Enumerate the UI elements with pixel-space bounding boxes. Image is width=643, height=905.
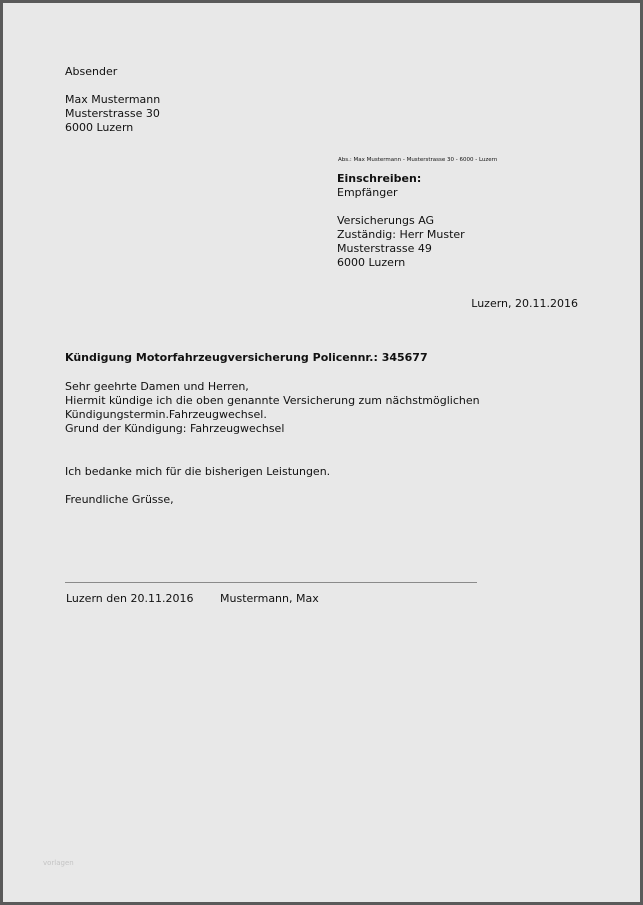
closing-line: Freundliche Grüsse, xyxy=(65,493,174,506)
sender-city: 6000 Luzern xyxy=(65,121,134,134)
recipient-contact: Zuständig: Herr Muster xyxy=(337,228,465,241)
signature-place-date: Luzern den 20.11.2016 xyxy=(66,592,194,605)
recipient-city: 6000 Luzern xyxy=(337,256,406,269)
sender-street: Musterstrasse 30 xyxy=(65,107,160,120)
signature-rule xyxy=(65,582,477,583)
return-address-line: Abs.: Max Mustermann - Musterstrasse 30 - 6000 - Luzern xyxy=(338,157,498,163)
thanks-line: Ich bedanke mich für die bisherigen Leistungen. xyxy=(65,465,331,478)
recipient-label: Empfänger xyxy=(337,186,398,199)
registered-mail-label: Einschreiben: xyxy=(337,172,422,185)
sender-block xyxy=(65,65,160,135)
body-line-3: Grund der Kündigung: Fahrzeugwechsel xyxy=(65,422,285,435)
subject-line: Kündigung Motorfahrzeugversicherung Policennr.: 345677 xyxy=(65,351,428,364)
salutation: Sehr geehrte Damen und Herren, xyxy=(65,380,249,393)
watermark: vorlagen xyxy=(43,859,74,867)
recipient-company: Versicherungs AG xyxy=(337,214,435,227)
sender-name: Max Mustermann xyxy=(65,93,161,106)
signature-name: Mustermann, Max xyxy=(220,592,319,605)
letter-body xyxy=(65,380,480,436)
body-line-1: Hiermit kündige ich die oben genannte Versicherung zum nächstmöglichen xyxy=(65,394,480,407)
date-line: Luzern, 20.11.2016 xyxy=(471,297,578,310)
sender-heading: Absender xyxy=(65,65,118,78)
body-line-2: Kündigungstermin.Fahrzeugwechsel. xyxy=(65,408,267,421)
recipient-block xyxy=(337,172,465,270)
recipient-street: Musterstrasse 49 xyxy=(337,242,432,255)
